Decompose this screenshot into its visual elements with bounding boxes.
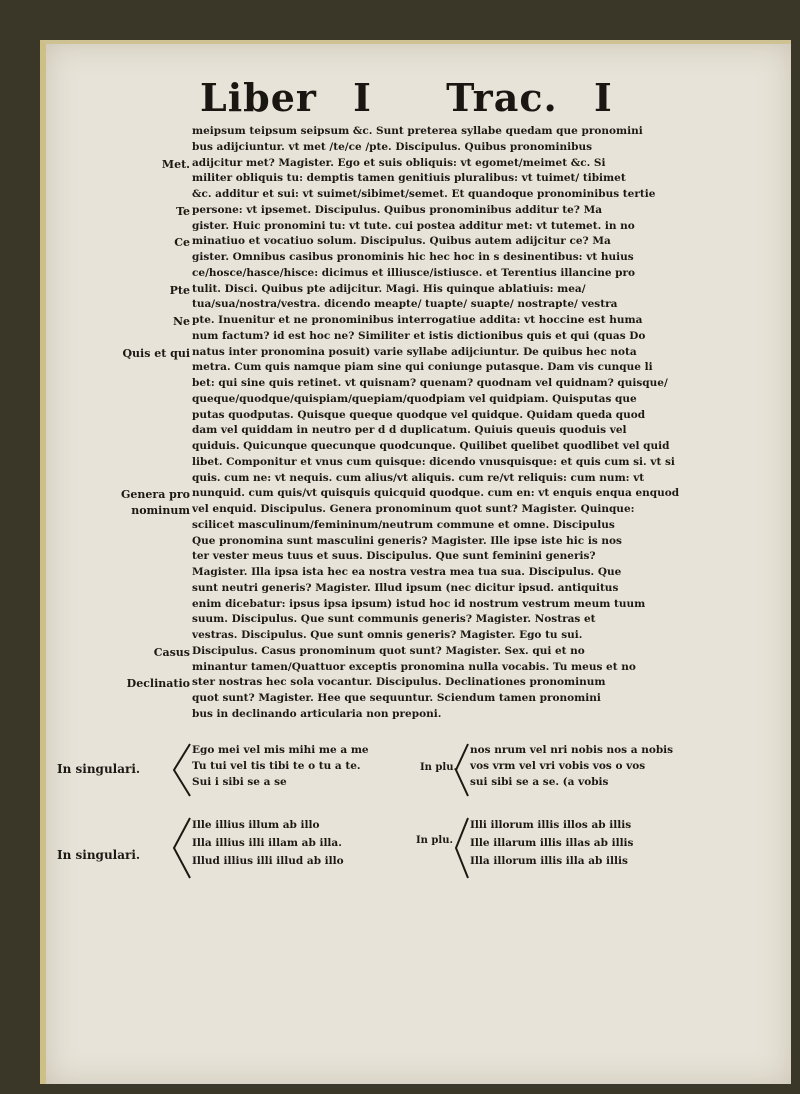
table1-plural-row: vos vrm vel vri vobis vos o vos [470,760,646,772]
heading-book-number: I [353,75,372,120]
body-line: libet. Componitur et vnus cum quisque: dicendo vnusquisque: et quis cum si. vt si [192,455,675,468]
margin-note: Casus [153,645,190,659]
body-line: gister. Omnibus casibus pronominis hic hec hoc in s desinentibus: vt huius [192,251,634,263]
body-line: adijcitur met? Magister. Ego et suis obliquis: vt egomet/meimet &c. Si [192,156,606,169]
margin-note: Ne [172,315,190,328]
body-line: nunquid. cum quis/vt quisquis quicquid quodque. cum en: vt enquis enqua enquod [192,487,680,500]
body-line: dam vel quiddam in neutro per d d duplicatum. Quiuis queuis quoduis vel [192,424,627,437]
body-line: queque/quodque/quispiam/quepiam/quodpiam vel quidpiam. Quisputas que [192,392,637,405]
body-line: ter vester meus tuus et suus. Discipulus. Que sunt feminini generis? [192,550,596,563]
margin-note: Declinatio [126,677,190,691]
body-line: ce/hosce/hasce/hisce: dicimus et illiusce/istiusce. et Terentius illancine pro [192,266,636,279]
body-line: tua/sua/nostra/vestra. dicendo meapte/ tuapte/ suapte/ nostrapte/ vestra [192,298,618,311]
margin-note: Met. [161,157,190,171]
body-line: sunt neutri generis? Magister. Illud ipsum (nec dicitur ipsud. antiquitus [192,581,619,594]
table2-plural-row: Illa illorum illis illa ab illis [470,855,628,867]
table2-plural [470,816,633,870]
heading-liber: Liber [200,75,317,120]
body-line: num factum? id est hoc ne? Similiter et istis dictionibus quis et qui (quas Do [192,329,646,342]
body-line: natus inter pronomina posuit) varie syllabe adijciuntur. De quibus hec nota [192,345,637,358]
table1-singular-row: Ego mei vel mis mihi me a me [192,744,369,756]
heading-tractatus-number: I [593,75,613,120]
table2-brace-right [452,816,472,880]
table2-plural-row: Ille illarum illis illas ab illis [470,837,634,849]
body-line: putas quodputas. Quisque queque quodque vel quidque. Quidam queda quod [192,408,646,421]
body-line: scilicet masculinum/femininum/neutrum commune et omne. Discipulus [192,518,615,531]
margin-note: Pte [169,283,190,297]
body-line: persone: vt ipsemet. Discipulus. Quibus pronominibus additur te? Ma [192,203,603,216]
body-line: Discipulus. Casus pronominum quot sunt? Magister. Sex. qui et no [192,644,585,657]
body-line: quiduis. Quicunque quecunque quodcunque. Quilibet quelibet quodlibet vel quid [192,440,670,452]
body-line: Magister. Illa ipsa ista hec ea nostra vestra mea tua sua. Discipulus. Que [192,566,622,578]
body-line: minatiuo et vocatiuo solum. Discipulus. Quibus autem adijcitur ce? Ma [192,235,611,248]
margin-note: Genera pro [121,488,190,502]
body-line: minantur tamen/Quattuor exceptis pronomina nulla vocabis. Tu meus et no [192,660,636,673]
table1-brace-right [452,742,472,798]
body-line: vel enquid. Discipulus. Genera pronominum quot sunt? Magister. Quinque: [192,503,635,515]
body-line: enim dicebatur: ipsus ipsa ipsum) istud hoc id nostrum vestrum meum tuum [192,597,646,610]
body-line: tulit. Disci. Quibus pte adijcitur. Magi. His quinque ablatiuis: mea/ [192,282,586,295]
body-line: vestras. Discipulus. Que sunt omnis generis? Magister. Ego tu sui. [192,629,583,641]
table2-singular-row: Illud illius illi illud ab illo [192,855,344,867]
margin-note: nominum [131,504,190,517]
table1-brace-left [170,742,194,798]
body-line: ster nostras hec sola vocantur. Discipulus. Declinationes pronominum [192,676,606,689]
margin-note: Te [176,204,190,218]
table1-plural-row: sui sibi se a se. (a vobis [470,776,609,788]
table1-plural-label: In plu. [420,762,457,773]
body-line: quot sunt? Magister. Hee que sequuntur. Sciendum tamen pronomini [192,692,601,704]
body-line: gister. Huic pronomini tu: vt tute. cui postea additur met: vt tutemet. in no [192,219,635,232]
margin-note: Quis et qui [122,346,190,360]
body-line: suum. Discipulus. Que sunt communis generis? Magister. Nostras et [192,613,596,626]
body-line: meipsum teipsum seipsum &c. Sunt preterea syllabe quedam que pronomini [192,125,643,137]
table2-brace-left [170,816,194,880]
margin-note: Ce [174,236,190,250]
table1-plural-row: nos nrum vel nri nobis nos a nobis [470,744,674,756]
table2-singular [192,816,344,870]
table2-singular-row: Illa illius illi illam ab illa. [192,837,342,849]
body-line: militer obliquis tu: demptis tamen genitiuis pluralibus: vt tuimet/ tibimet [192,172,626,185]
body-line: metra. Cum quis namque piam sine qui coniunge putasque. Dam vis cunque li [192,361,653,374]
body-line: pte. Inuenitur et ne pronominibus interrogatiue addita: vt hoccine est huma [192,314,643,326]
table2-plural-row: Illi illorum illis illos ab illis [470,819,632,831]
table1-singular-row: Sui i sibi se a se [192,776,287,788]
body-line: bus adijciuntur. vt met /te/ce /pte. Discipulus. Quibus pronominibus [192,140,592,153]
heading-tractatus: Trac. [446,75,558,120]
table1-plural [470,742,673,790]
table2-singular-row: Ille illius illum ab illo [192,819,320,831]
table1-singular [192,742,369,790]
table2-singular-label: In singulari. [57,848,141,862]
page-heading [200,75,620,121]
body-line: &c. additur et sui: vt suimet/sibimet/semet. Et quandoque pronominibus tertie [192,188,656,200]
table1-singular-row: Tu tui vel tis tibi te o tu a te. [192,760,361,772]
body-line: Que pronomina sunt masculini generis? Magister. Ille ipse iste hic is nos [192,534,622,547]
body-line: bus in declinando articularia non preponi. [192,707,442,720]
body-line: quis. cum ne: vt nequis. cum alius/vt aliquis. cum re/vt reliquis: cum num: vt [192,471,645,484]
table1-singular-label: In singulari. [57,762,141,776]
body-line: bet: qui sine quis retinet. vt quisnam? quenam? quodnam vel quidnam? quisque/ [192,377,668,389]
table2-plural-label: In plu. [416,835,453,846]
body-text [192,124,722,723]
